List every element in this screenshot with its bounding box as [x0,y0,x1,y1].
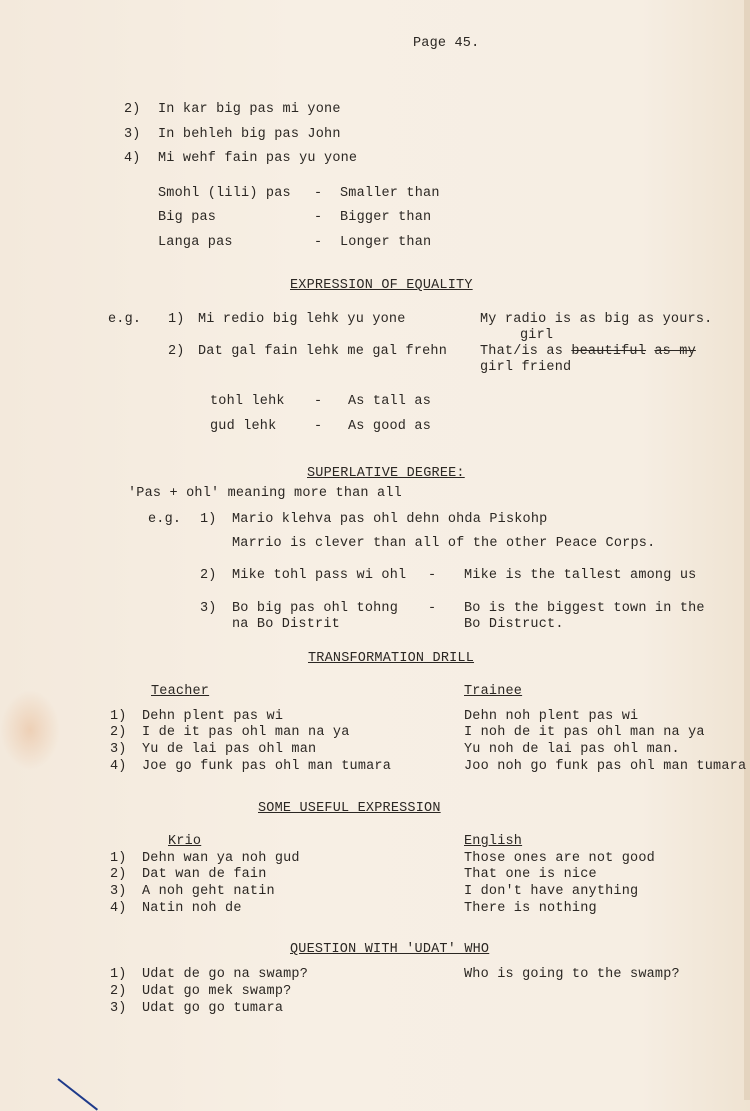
superlative-heading: SUPERLATIVE DEGREE: [307,466,465,481]
page-edge [744,0,750,1100]
term-english: Smaller than [340,186,440,201]
pen-mark [57,1078,98,1110]
row-number: 2) [110,725,127,740]
page-number: Page 45. [413,36,480,51]
example-krio: Bo big pas ohl tohng [232,601,399,616]
example-dash: - [428,568,437,583]
english-question: Who is going to the swamp? [464,967,680,982]
term-krio: Big pas [158,210,217,225]
teacher-sentence: Joe go funk pas ohl man tumara [142,759,392,774]
krio-question: Udat go mek swamp? [142,984,292,999]
eg-label: e.g. [108,312,142,327]
row-number: 4) [110,901,127,916]
example-english: Bo is the biggest town in the [464,601,705,616]
row-number: 3) [110,742,127,757]
term-krio: gud lehk [210,419,277,434]
teacher-sentence: Yu de lai pas ohl man [142,742,317,757]
term-krio: Langa pas [158,235,233,250]
term-english: As tall as [348,394,432,409]
example-number: 2) [168,344,185,359]
term-dash: - [314,419,323,434]
example-number: 2) [124,102,141,117]
krio-question: Udat de go na swamp? [142,967,309,982]
equality-heading: EXPRESSION OF EQUALITY [290,278,473,293]
english-phrase: There is nothing [464,901,597,916]
term-dash: - [314,186,323,201]
row-number: 3) [110,884,127,899]
english-text: That/is as [480,344,572,359]
example-dash: - [428,601,437,616]
krio-phrase: Natin noh de [142,901,242,916]
row-number: 2) [110,984,127,999]
paper-stain [0,690,60,770]
row-number: 2) [110,867,127,882]
example-krio-continued: na Bo Distrit [232,617,340,632]
useful-heading: SOME USEFUL EXPRESSION [258,801,441,816]
example-krio: Mike tohl pass wi ohl [232,568,407,583]
krio-phrase: Dehn wan ya noh gud [142,851,300,866]
term-krio: Smohl (lili) pas [158,186,291,201]
row-number: 1) [110,851,127,866]
teacher-sentence: I de it pas ohl man na ya [142,725,350,740]
column-header-english: English [464,834,523,849]
example-english [480,344,696,360]
example-krio: In kar big pas mi yone [158,102,341,117]
example-krio: In behleh big pas John [158,127,341,142]
column-header-krio: Krio [168,834,202,849]
column-header-teacher: Teacher [151,684,210,699]
english-phrase: I don't have anything [464,884,639,899]
term-dash: - [314,210,323,225]
transformation-heading: TRANSFORMATION DRILL [308,651,475,666]
krio-question: Udat go go tumara [142,1001,284,1016]
term-krio: tohl lehk [210,394,285,409]
udat-heading: QUESTION WITH 'UDAT' WHO [290,942,490,957]
example-number: 1) [200,512,217,527]
teacher-sentence: Dehn plent pas wi [142,709,284,724]
term-english: Bigger than [340,210,432,225]
struck-text: as my [654,344,696,359]
row-number: 1) [110,967,127,982]
row-number: 1) [110,709,127,724]
trainee-sentence: I noh de it pas ohl man na ya [464,725,705,740]
example-krio: Dat gal fain lehk me gal frehn [198,344,448,359]
krio-phrase: Dat wan de fain [142,867,267,882]
trainee-sentence: Joo noh go funk pas ohl man tumara [464,759,747,774]
example-english-continued: Bo Distruct. [464,617,564,632]
handwritten-insert: girl [520,328,554,343]
struck-text: beautiful [571,344,647,359]
trainee-sentence: Dehn noh plent pas wi [464,709,639,724]
row-number: 4) [110,759,127,774]
column-header-trainee: Trainee [464,684,523,699]
example-english: Marrio is clever than all of the other Peace Corps. [232,536,656,551]
example-number: 2) [200,568,217,583]
example-krio: Mario klehva pas ohl dehn ohda Piskohp [232,512,548,527]
example-number: 3) [200,601,217,616]
example-krio: Mi redio big lehk yu yone [198,312,406,327]
example-english-continued: girl friend [480,360,572,375]
krio-phrase: A noh geht natin [142,884,275,899]
trainee-sentence: Yu noh de lai pas ohl man. [464,742,680,757]
term-english: Longer than [340,235,432,250]
term-english: As good as [348,419,432,434]
example-number: 3) [124,127,141,142]
term-dash: - [314,394,323,409]
example-english: Mike is the tallest among us [464,568,697,583]
example-number: 1) [168,312,185,327]
english-phrase: Those ones are not good [464,851,655,866]
superlative-intro: 'Pas + ohl' meaning more than all [128,486,402,501]
term-dash: - [314,235,323,250]
example-english: My radio is as big as yours. [480,312,713,327]
eg-label: e.g. [148,512,182,527]
row-number: 3) [110,1001,127,1016]
english-phrase: That one is nice [464,867,597,882]
example-number: 4) [124,151,141,166]
example-krio: Mi wehf fain pas yu yone [158,151,358,166]
